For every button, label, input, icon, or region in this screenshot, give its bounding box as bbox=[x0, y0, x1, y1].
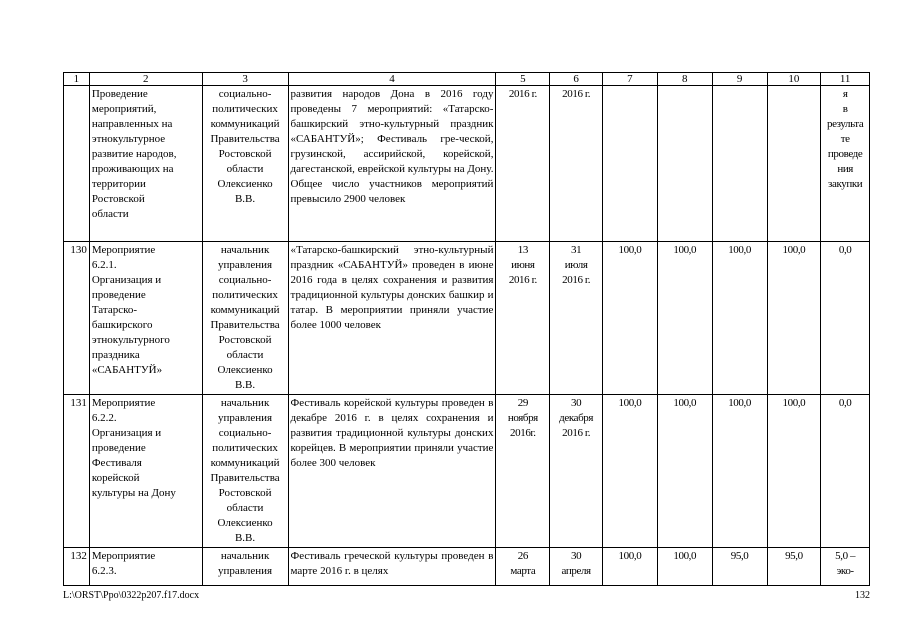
activity-name-line: Организация и bbox=[91, 274, 162, 286]
column-number-header: 8 bbox=[657, 73, 712, 86]
value-col-11 bbox=[821, 395, 870, 548]
column-number-header: 4 bbox=[288, 73, 496, 86]
header-row bbox=[64, 73, 870, 86]
value-col-9: 95,0 bbox=[712, 548, 767, 586]
table-row bbox=[64, 86, 870, 242]
responsible-executor-line: области bbox=[226, 502, 264, 514]
start-date-line: июня bbox=[511, 259, 535, 271]
activity-name-line: территории bbox=[91, 178, 146, 190]
value-col-7: 100,0 bbox=[603, 395, 658, 548]
column-number-header: 3 bbox=[202, 73, 288, 86]
end-date-line: апреля bbox=[561, 565, 591, 577]
responsible-executor-line: управления bbox=[218, 565, 273, 577]
responsible-executor-line: области bbox=[226, 163, 264, 175]
value-col-10: 95,0 bbox=[767, 548, 821, 586]
value-col-11-line: 0,0 bbox=[838, 397, 852, 409]
end-date-line: 30 bbox=[571, 550, 582, 562]
value-col-9: 100,0 bbox=[712, 242, 767, 395]
activity-name bbox=[89, 395, 202, 548]
activity-name-line: Татарско- bbox=[91, 304, 138, 316]
activity-name bbox=[89, 548, 202, 586]
end-date-line: декабря bbox=[559, 412, 594, 424]
value-col-11-line: 0,0 bbox=[838, 244, 852, 256]
responsible-executor-line: политических bbox=[212, 289, 278, 301]
value-col-11-line: результа bbox=[826, 118, 864, 130]
value-col-11 bbox=[821, 86, 870, 242]
value-col-8: 100,0 bbox=[657, 242, 712, 395]
value-col-11-line: те bbox=[840, 133, 850, 145]
start-date-line: ноября bbox=[507, 412, 538, 424]
table-row bbox=[64, 242, 870, 395]
responsible-executor-line: Ростовской bbox=[218, 487, 272, 499]
value-col-7: 100,0 bbox=[603, 548, 658, 586]
row-number bbox=[64, 86, 90, 242]
value-col-10: 100,0 bbox=[767, 242, 821, 395]
activity-name-line: Мероприятие bbox=[91, 550, 156, 562]
responsible-executor bbox=[202, 86, 288, 242]
responsible-executor-line: Ростовской bbox=[218, 148, 272, 160]
start-date bbox=[496, 395, 550, 548]
end-date-line: июля bbox=[564, 259, 588, 271]
result-description: «Татарско-башкирский этно-культурный праздник «САБАНТУЙ» проведен в июне 2016 года в целях сохранения и развития традиционной культуры донских башкир и татар. В мероприятии приняли участие более 1000 человек bbox=[288, 242, 496, 395]
end-date-line: 2016 г. bbox=[562, 427, 591, 439]
responsible-executor bbox=[202, 395, 288, 548]
responsible-executor bbox=[202, 548, 288, 586]
responsible-executor-line: коммуникаций bbox=[210, 304, 280, 316]
value-col-11 bbox=[821, 548, 870, 586]
table-row bbox=[64, 548, 870, 586]
start-date bbox=[496, 86, 550, 242]
responsible-executor-line: Правительства bbox=[210, 472, 280, 484]
value-col-11-line: проведе bbox=[827, 148, 863, 160]
responsible-executor-line: управления bbox=[218, 259, 273, 271]
footer-page-number: 132 bbox=[855, 590, 870, 601]
column-number-header: 2 bbox=[89, 73, 202, 86]
value-col-11-line: закупки bbox=[828, 178, 863, 190]
end-date bbox=[550, 86, 603, 242]
end-date-line: 30 bbox=[571, 397, 582, 409]
value-col-9: 100,0 bbox=[712, 395, 767, 548]
responsible-executor bbox=[202, 242, 288, 395]
report-table bbox=[63, 72, 870, 586]
responsible-executor-line: политических bbox=[212, 442, 278, 454]
activity-name-line: проживающих на bbox=[91, 163, 174, 175]
responsible-executor-line: В.В. bbox=[234, 193, 256, 205]
result-description: Фестиваль корейской культуры проведен в декабре 2016 г. в целях сохранения и развития традиционной культуры донских корейцев. В мероприятии приняли участие более 300 человек bbox=[288, 395, 496, 548]
column-number-header: 1 bbox=[64, 73, 90, 86]
activity-name-line: «САБАНТУЙ» bbox=[91, 364, 163, 376]
result-description: Фестиваль греческой культуры проведен в марте 2016 г. в целях bbox=[288, 548, 496, 586]
value-col-11-line: 5,0 – bbox=[835, 550, 856, 562]
end-date-line: 2016 г. bbox=[562, 88, 591, 100]
activity-name-line: Организация и bbox=[91, 427, 162, 439]
responsible-executor-line: Олексиенко bbox=[217, 517, 273, 529]
value-col-11 bbox=[821, 242, 870, 395]
activity-name-line: корейской bbox=[91, 472, 140, 484]
responsible-executor-line: начальник bbox=[220, 550, 270, 562]
column-number-header: 5 bbox=[496, 73, 550, 86]
column-number-header: 9 bbox=[712, 73, 767, 86]
start-date-line: 13 bbox=[517, 244, 528, 256]
row-number: 132 bbox=[64, 548, 90, 586]
footer-file-path: L:\ORST\Ppo\0322p207.f17.docx bbox=[63, 590, 200, 601]
value-col-8: 100,0 bbox=[657, 548, 712, 586]
column-number-header: 7 bbox=[603, 73, 658, 86]
value-col-11-line: я bbox=[842, 88, 848, 100]
start-date-line: 2016 г. bbox=[508, 88, 537, 100]
end-date bbox=[550, 395, 603, 548]
start-date bbox=[496, 548, 550, 586]
responsible-executor-line: В.В. bbox=[234, 532, 256, 544]
activity-name-line: культуры на Дону bbox=[91, 487, 176, 499]
activity-name-line: проведение bbox=[91, 442, 146, 454]
responsible-executor-line: социально- bbox=[218, 88, 272, 100]
column-number-header: 10 bbox=[767, 73, 821, 86]
start-date bbox=[496, 242, 550, 395]
start-date-line: 29 bbox=[517, 397, 528, 409]
activity-name-line: башкирского bbox=[91, 319, 153, 331]
activity-name-line: 6.2.1. bbox=[91, 259, 117, 271]
value-col-8 bbox=[657, 86, 712, 242]
column-number-header: 6 bbox=[550, 73, 603, 86]
activity-name-line: области bbox=[91, 208, 129, 220]
activity-name bbox=[89, 86, 202, 242]
start-date-line: 26 bbox=[517, 550, 528, 562]
value-col-8: 100,0 bbox=[657, 395, 712, 548]
row-number: 130 bbox=[64, 242, 90, 395]
activity-name-line: развитие народов, bbox=[91, 148, 177, 160]
table-row bbox=[64, 395, 870, 548]
row-number: 131 bbox=[64, 395, 90, 548]
activity-name-line: Проведение bbox=[91, 88, 148, 100]
value-col-10 bbox=[767, 86, 821, 242]
end-date-line: 31 bbox=[571, 244, 582, 256]
activity-name-line: этнокультурного bbox=[91, 334, 170, 346]
activity-name-line: направленных на bbox=[91, 118, 173, 130]
responsible-executor-line: начальник bbox=[220, 397, 270, 409]
end-date bbox=[550, 242, 603, 395]
value-col-10: 100,0 bbox=[767, 395, 821, 548]
activity-name-line: Мероприятие bbox=[91, 244, 156, 256]
responsible-executor-line: социально- bbox=[218, 274, 272, 286]
responsible-executor-line: коммуникаций bbox=[210, 118, 280, 130]
responsible-executor-line: коммуникаций bbox=[210, 457, 280, 469]
value-col-7 bbox=[603, 86, 658, 242]
activity-name-line: мероприятий, bbox=[91, 103, 157, 115]
value-col-11-line: эко- bbox=[836, 565, 854, 577]
responsible-executor-line: политических bbox=[212, 103, 278, 115]
value-col-11-line: ния bbox=[837, 163, 853, 175]
activity-name-line: этнокультурное bbox=[91, 133, 166, 145]
responsible-executor-line: Ростовской bbox=[218, 334, 272, 346]
responsible-executor-line: Олексиенко bbox=[217, 364, 273, 376]
column-number-header: 11 bbox=[821, 73, 870, 86]
activity-name-line: 6.2.2. bbox=[91, 412, 117, 424]
value-col-11-line: в bbox=[842, 103, 848, 115]
value-col-7: 100,0 bbox=[603, 242, 658, 395]
responsible-executor-line: Правительства bbox=[210, 319, 280, 331]
responsible-executor-line: области bbox=[226, 349, 264, 361]
responsible-executor-line: управления bbox=[218, 412, 273, 424]
activity-name-line: Ростовской bbox=[91, 193, 145, 205]
result-description: развития народов Дона в 2016 году проведены 7 мероприятий: «Татарско-башкирский этно-культурный праздник «САБАНТУЙ»; Фестиваль гре-ческой, грузинской, ассирийской, корейской, дагестанской, еврейской культуры на Дону. Общее число участников мероприятий превысило 2900 человек bbox=[288, 86, 496, 242]
start-date-line: марта bbox=[510, 565, 536, 577]
responsible-executor-line: Правительства bbox=[210, 133, 280, 145]
responsible-executor-line: В.В. bbox=[234, 379, 256, 391]
activity-name-line: проведение bbox=[91, 289, 146, 301]
activity-name-line: 6.2.3. bbox=[91, 565, 117, 577]
end-date bbox=[550, 548, 603, 586]
responsible-executor-line: социально- bbox=[218, 427, 272, 439]
activity-name-line: праздника bbox=[91, 349, 140, 361]
responsible-executor-line: Олексиенко bbox=[217, 178, 273, 190]
value-col-9 bbox=[712, 86, 767, 242]
responsible-executor-line: начальник bbox=[220, 244, 270, 256]
activity-name-line: Мероприятие bbox=[91, 397, 156, 409]
activity-name-line: Фестиваля bbox=[91, 457, 142, 469]
start-date-line: 2016 г. bbox=[508, 274, 537, 286]
start-date-line: 2016г. bbox=[510, 427, 536, 439]
end-date-line: 2016 г. bbox=[562, 274, 591, 286]
activity-name bbox=[89, 242, 202, 395]
